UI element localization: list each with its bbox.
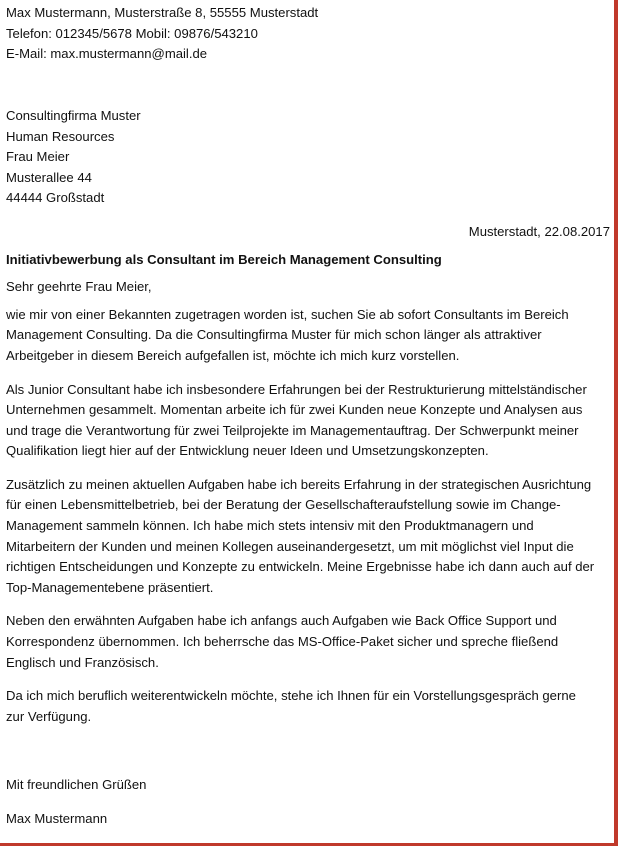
paragraph-line: Englisch und Französisch.: [6, 654, 159, 670]
body-paragraph-2: [6, 380, 612, 462]
sender-name-address: Max Mustermann, Musterstraße 8, 55555 Musterstadt: [6, 5, 319, 20]
paragraph-line: Management sammeln können. Ich habe mich stets intensiv mit den Produktmanagern und: [6, 518, 534, 534]
sender-email: E-Mail: max.mustermann@mail.de: [6, 46, 208, 62]
paragraph-line: Neben den erwähnten Aufgaben habe ich anfangs auch Aufgaben wie Back Office Support und: [6, 613, 557, 629]
body-paragraph-4: [6, 611, 612, 673]
spacer: [6, 85, 612, 106]
paragraph-line: für einen Lebensmittelbetrieb, bei der Beratung der Gesellschafteraufstellung sowie im Change-: [6, 497, 561, 513]
paragraph-line: und trage die Verantwortung für zwei Teilprojekte im Managementauftrag. Der Schwerpunkt meiner: [6, 422, 579, 438]
salutation: Sehr geehrte Frau Meier,: [6, 279, 152, 295]
paragraph-line: Qualifikation liegt hier auf der Entwicklung neuer Ideen und Umsetzungskonzepten.: [6, 443, 489, 459]
paragraph-line: Mitarbeitern der Kunden und meinen Kollegen auseinandergesetzt, um mit möglichst viel Input die: [6, 538, 574, 554]
paragraph-line: Korrespondenz übernommen. Ich beherrsche das MS-Office-Paket sicher und spreche fließend: [6, 634, 559, 650]
letter-document: [6, 3, 612, 830]
paragraph-line: Zusätzlich zu meinen aktuellen Aufgaben habe ich bereits Erfahrung in der strategischen Ausrichtung: [6, 476, 592, 492]
paragraph-line: Management Consulting. Da die Consultingfirma Muster für mich schon länger als attraktiver: [6, 327, 542, 343]
paragraph-line: Als Junior Consultant habe ich insbesondere Erfahrungen bei der Restrukturierung mittelständischer: [6, 381, 587, 397]
paragraph-line: Arbeitgeber in diesem Bereich aufgefallen ist, möchte ich mich kurz vorstellen.: [6, 347, 460, 363]
paragraph-line: Unternehmen gesammelt. Momentan arbeite ich für zwei Kunden neue Konzepte und Analysen aus: [6, 402, 583, 418]
recipient-block: [6, 106, 612, 209]
body-paragraph-5: [6, 686, 612, 727]
recipient-name: Frau Meier: [6, 149, 70, 165]
paragraph-line: wie mir von einer Bekannten zugetragen worden ist, suchen Sie ab sofort Consultants im Bereich: [6, 306, 569, 322]
paragraph-line: Top-Managementebene präsentiert.: [6, 579, 214, 595]
body-paragraph-1: [6, 305, 612, 367]
letter-date: Musterstadt, 22.08.2017: [468, 223, 610, 239]
sender-phone: Telefon: 012345/5678 Mobil: 09876/543210: [6, 25, 258, 41]
sender-block: [6, 3, 612, 65]
spacer: [6, 65, 612, 86]
recipient-company: Consultingfirma Muster: [6, 107, 141, 123]
recipient-department: Human Resources: [6, 128, 115, 144]
letter-subject: Initiativbewerbung als Consultant im Bereich Management Consulting: [6, 251, 442, 267]
recipient-street: Musterallee 44: [6, 169, 92, 185]
closing: Mit freundlichen Grüßen: [6, 777, 147, 793]
paragraph-line: richtigen Entscheidungen und Konzepte zu entwickeln. Meine Ergebnisse habe ich dann auch auf der: [6, 559, 595, 575]
paragraph-line: zur Verfügung.: [6, 708, 92, 724]
recipient-city: 44444 Großstadt: [6, 190, 105, 206]
signature-name: Max Mustermann: [6, 811, 108, 826]
paragraph-line: Da ich mich beruflich weiterentwickeln möchte, stehe ich Ihnen für ein Vorstellungsgespräch gerne: [6, 688, 576, 704]
body-paragraph-3: [6, 475, 612, 599]
